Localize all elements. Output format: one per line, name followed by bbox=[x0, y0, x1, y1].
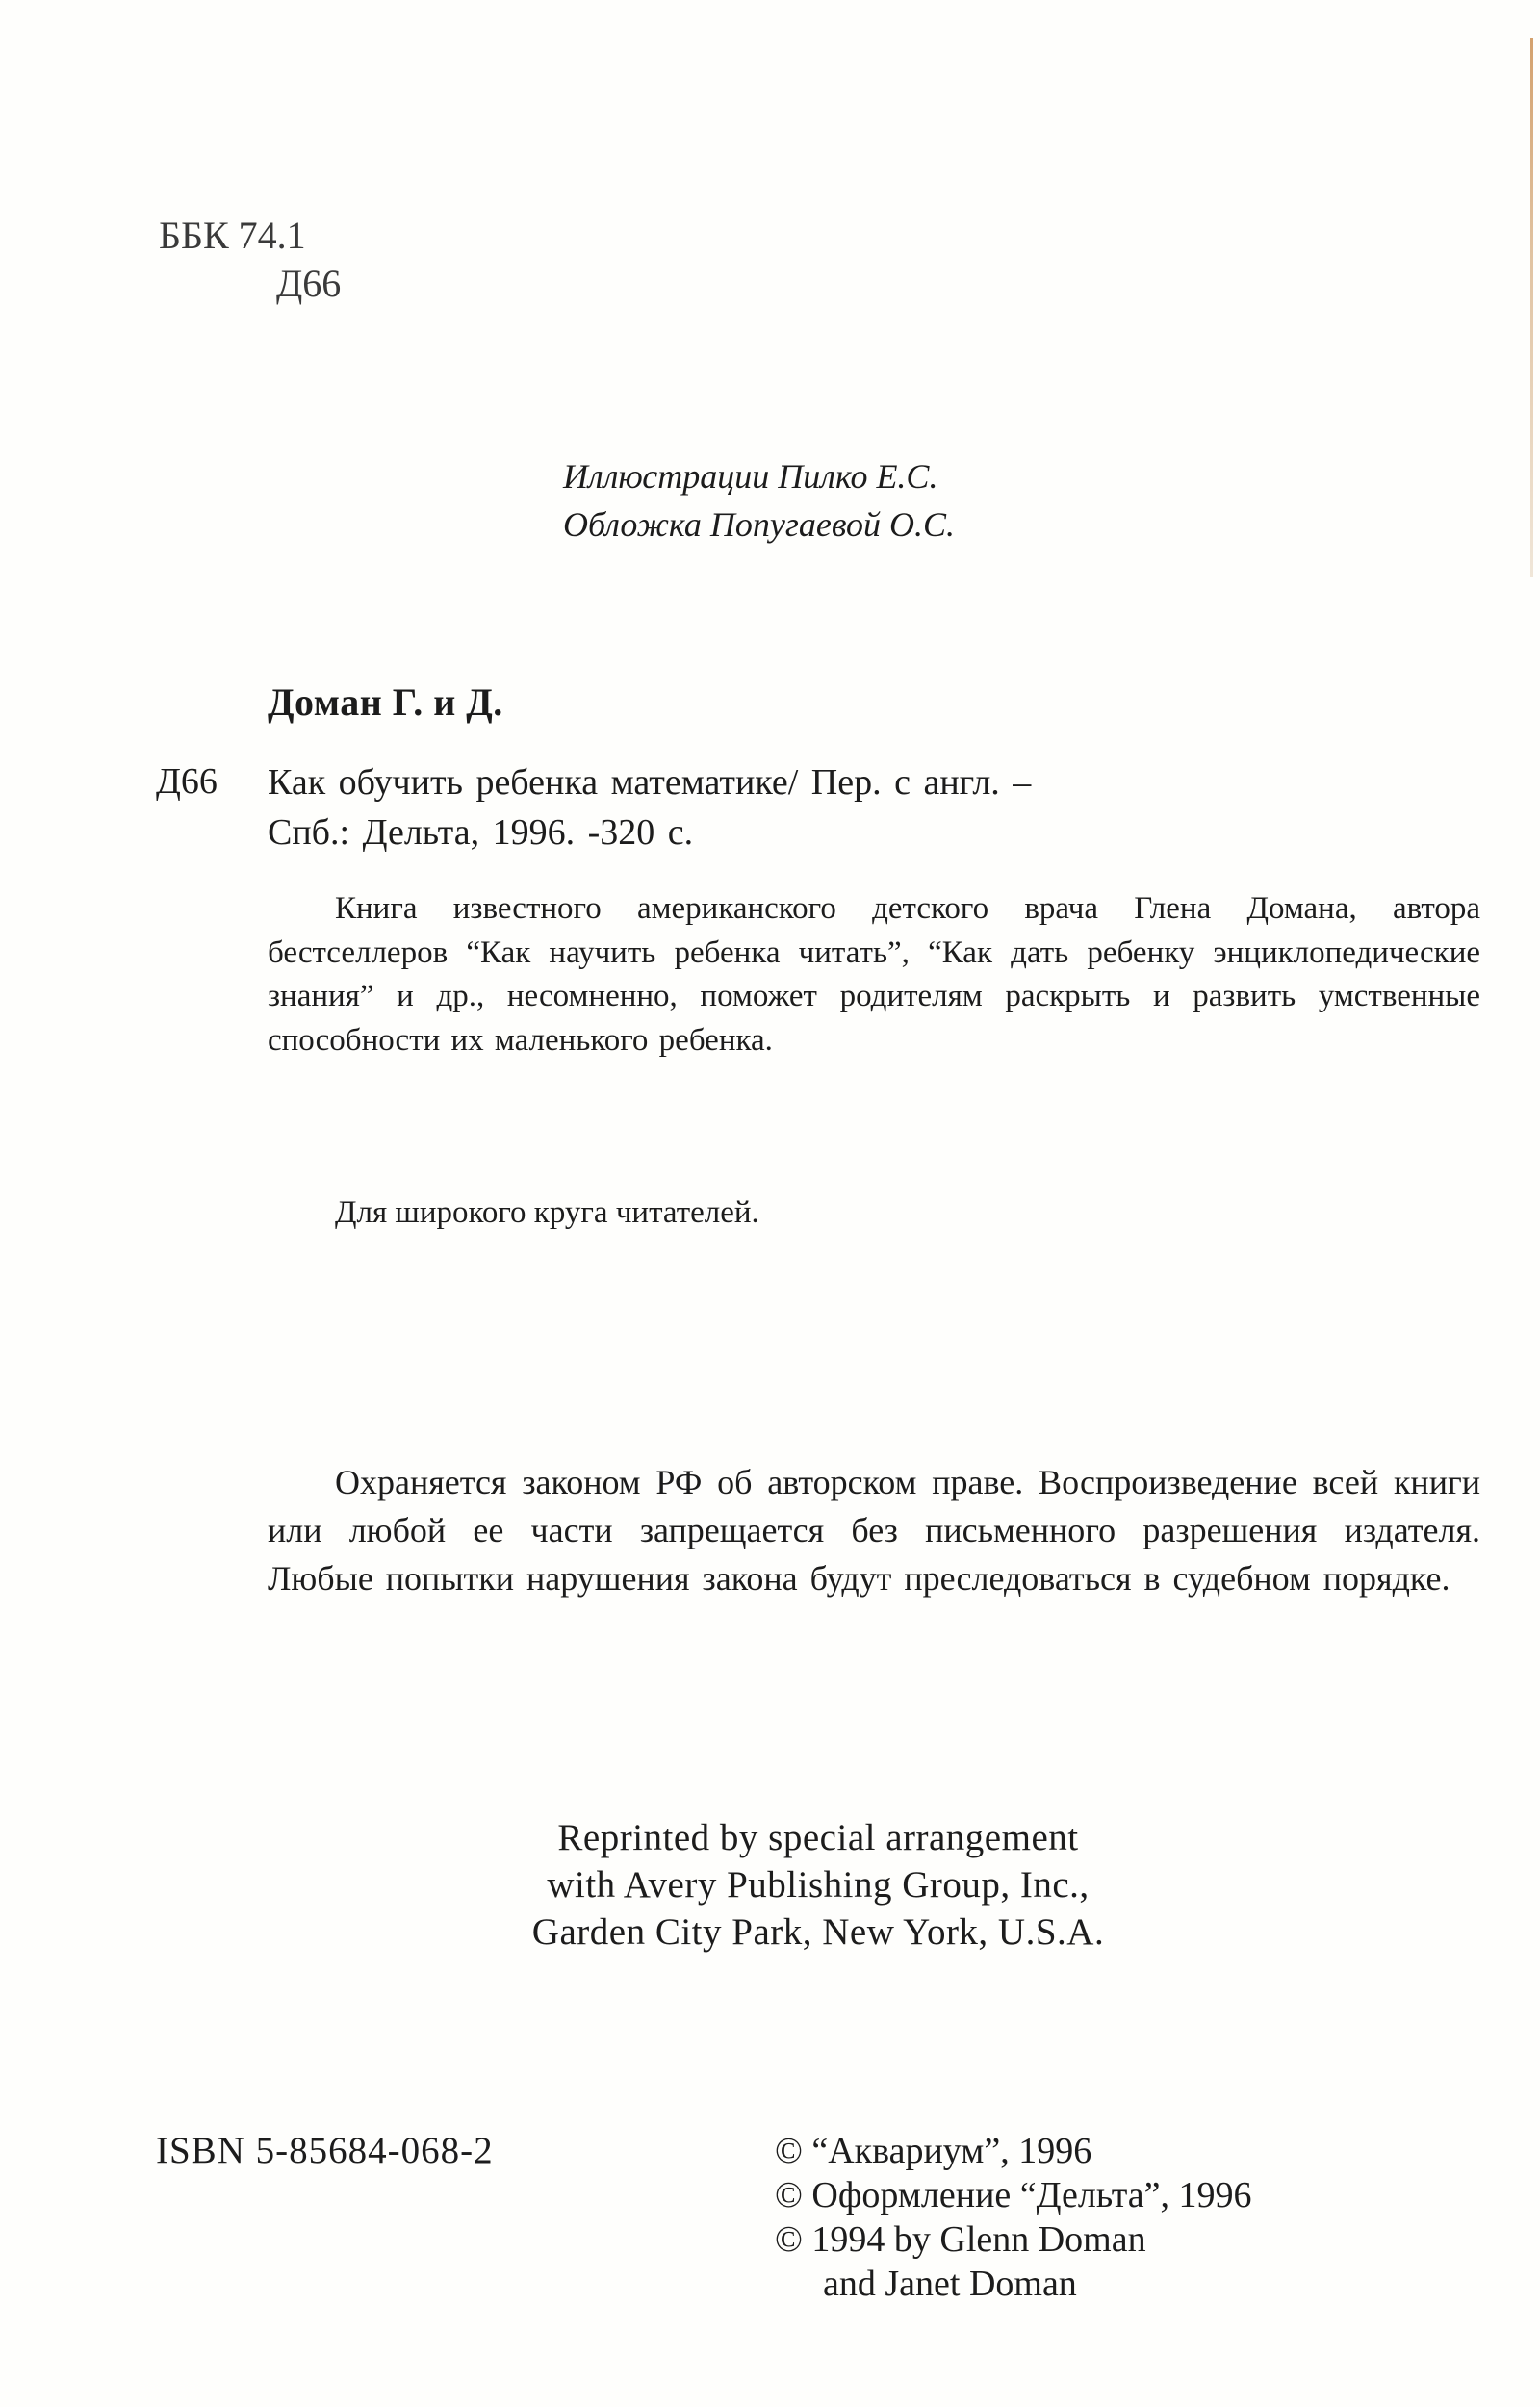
copyright-line: © 1994 by Glenn Doman bbox=[775, 2219, 1146, 2260]
credits-block bbox=[563, 452, 955, 549]
catalog-author-mark: Д66 bbox=[156, 761, 218, 802]
bbk-classification: ББК 74.1 bbox=[159, 214, 306, 257]
isbn-number: ISBN 5-85684-068-2 bbox=[156, 2130, 494, 2171]
cover-credit: Обложка Попугаевой О.С. bbox=[563, 505, 956, 544]
reprint-line: Garden City Park, New York, U.S.A. bbox=[531, 1911, 1105, 1953]
bbk-author-mark: Д66 bbox=[276, 262, 342, 305]
copyright-line: © “Аквариум”, 1996 bbox=[775, 2131, 1092, 2171]
book-title-line: Как обучить ребенка математике/ Пер. с англ. – bbox=[268, 762, 1032, 803]
page-edge-stain bbox=[1530, 38, 1533, 577]
reprint-line: with Avery Publishing Group, Inc., bbox=[547, 1864, 1090, 1906]
audience-note: Для широкого круга читателей. bbox=[335, 1195, 759, 1230]
illustrations-credit: Иллюстрации Пилко Е.С. bbox=[563, 457, 938, 496]
reprint-line: Reprinted by special arrangement bbox=[557, 1817, 1079, 1858]
copyright-notice: Охраняется законом РФ об авторском праве. Воспроизведение всей книги или любой ее части запрещается без письменного разрешения издателя. Любые попытки нарушения закона будут преследоваться в судебном порядке. bbox=[268, 1463, 1480, 1598]
copyright-line: © Оформление “Дельта”, 1996 bbox=[775, 2175, 1252, 2215]
author-heading: Доман Г. и Д. bbox=[268, 680, 503, 724]
reprint-notice bbox=[385, 1814, 1251, 1956]
copyright-line: and Janet Doman bbox=[823, 2264, 1077, 2304]
annotation-paragraph: Книга известного американского детского врача Глена Домана, автора бестселлеров “Как научить ребенка читать”, “Как дать ребенку энциклопедические знания” и др., несомненно, поможет родителям раскрыть и развить умственные способности их маленького ребенка. bbox=[268, 891, 1480, 1058]
imprint-line: Спб.: Дельта, 1996. -320 с. bbox=[268, 812, 694, 853]
bbk-block bbox=[159, 212, 341, 308]
bibliographic-description bbox=[268, 757, 1480, 858]
copyright-list bbox=[775, 2129, 1252, 2306]
